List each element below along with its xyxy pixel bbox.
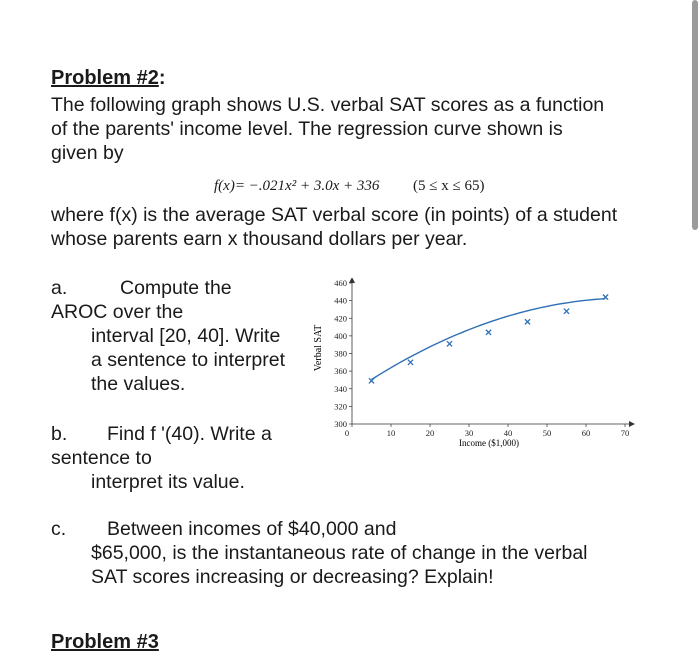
part-a-line-4: a sentence to interpret <box>91 349 286 371</box>
part-a-line-2: AROC over the <box>51 301 184 323</box>
x-tick-label: 50 <box>542 428 552 438</box>
data-point <box>525 319 530 324</box>
part-b-line-1: Find f '(40). Write a <box>107 423 272 445</box>
y-tick-label: 340 <box>334 383 347 394</box>
y-tick-label: 320 <box>334 401 347 412</box>
where-line-1: where f(x) is the average SAT verbal score (in points) of a student <box>51 204 618 226</box>
data-point <box>408 360 413 365</box>
intro-line-1: The following graph shows U.S. verbal SAT scores as a function <box>51 94 605 116</box>
x-axis-arrow <box>629 421 635 427</box>
x-tick-label: 10 <box>386 428 396 438</box>
y-tick-label: 380 <box>334 348 347 359</box>
where-line-2: whose parents earn x thousand dollars per year. <box>51 228 468 250</box>
part-c-line-1: Between incomes of $40,000 and <box>107 518 397 540</box>
y-tick-label: 420 <box>334 313 347 324</box>
formula-domain: (5 ≤ x ≤ 65) <box>413 178 485 194</box>
data-point <box>447 341 452 346</box>
part-b-letter: b. <box>51 423 68 445</box>
regression-curve <box>372 299 606 380</box>
part-a-letter: a. <box>51 277 68 299</box>
y-tick-label: 460 <box>334 278 347 288</box>
intro-line-2: of the parents' income level. The regression curve shown is <box>51 118 563 140</box>
window-scrollbar[interactable] <box>692 0 698 230</box>
intro-line-3: given by <box>51 142 124 164</box>
part-a-line-1: Compute the <box>120 277 232 299</box>
x-tick-label: 40 <box>503 428 513 438</box>
part-c-line-2: $65,000, is the instantaneous rate of change in the verbal <box>91 542 588 564</box>
part-b-line-3: interpret its value. <box>91 471 245 493</box>
y-axis-arrow <box>349 278 355 283</box>
sat-income-chart <box>305 278 645 453</box>
x-tick-label: 70 <box>620 428 630 438</box>
x-tick-label: 0 <box>344 428 350 438</box>
y-tick-label: 300 <box>334 419 347 429</box>
part-c-line-3: SAT scores increasing or decreasing? Explain! <box>91 566 494 588</box>
x-tick-labels <box>345 424 629 438</box>
x-axis-label: Income ($1,000) <box>459 438 519 448</box>
x-tick-label: 30 <box>464 428 474 438</box>
x-tick-label: 20 <box>425 428 435 438</box>
data-point <box>564 309 569 314</box>
y-tick-label: 440 <box>334 295 347 306</box>
part-b-line-2: sentence to <box>51 447 152 469</box>
next-problem-title: Problem #3 <box>51 631 159 653</box>
y-tick-label: 400 <box>334 330 347 341</box>
x-tick-label: 60 <box>581 428 591 438</box>
regression-formula: f(x)= −.021x² + 3.0x + 336 <box>214 178 380 194</box>
part-c-letter: c. <box>51 518 67 540</box>
y-tick-labels <box>334 278 352 429</box>
data-point <box>486 330 491 335</box>
part-a-line-5: the values. <box>91 373 186 395</box>
data-markers <box>369 295 608 384</box>
y-tick-label: 360 <box>334 366 347 377</box>
problem-title: Problem #2: <box>51 67 166 89</box>
y-axis-label: Verbal SAT <box>313 324 324 372</box>
part-a-line-3: interval [20, 40]. Write <box>91 325 281 347</box>
